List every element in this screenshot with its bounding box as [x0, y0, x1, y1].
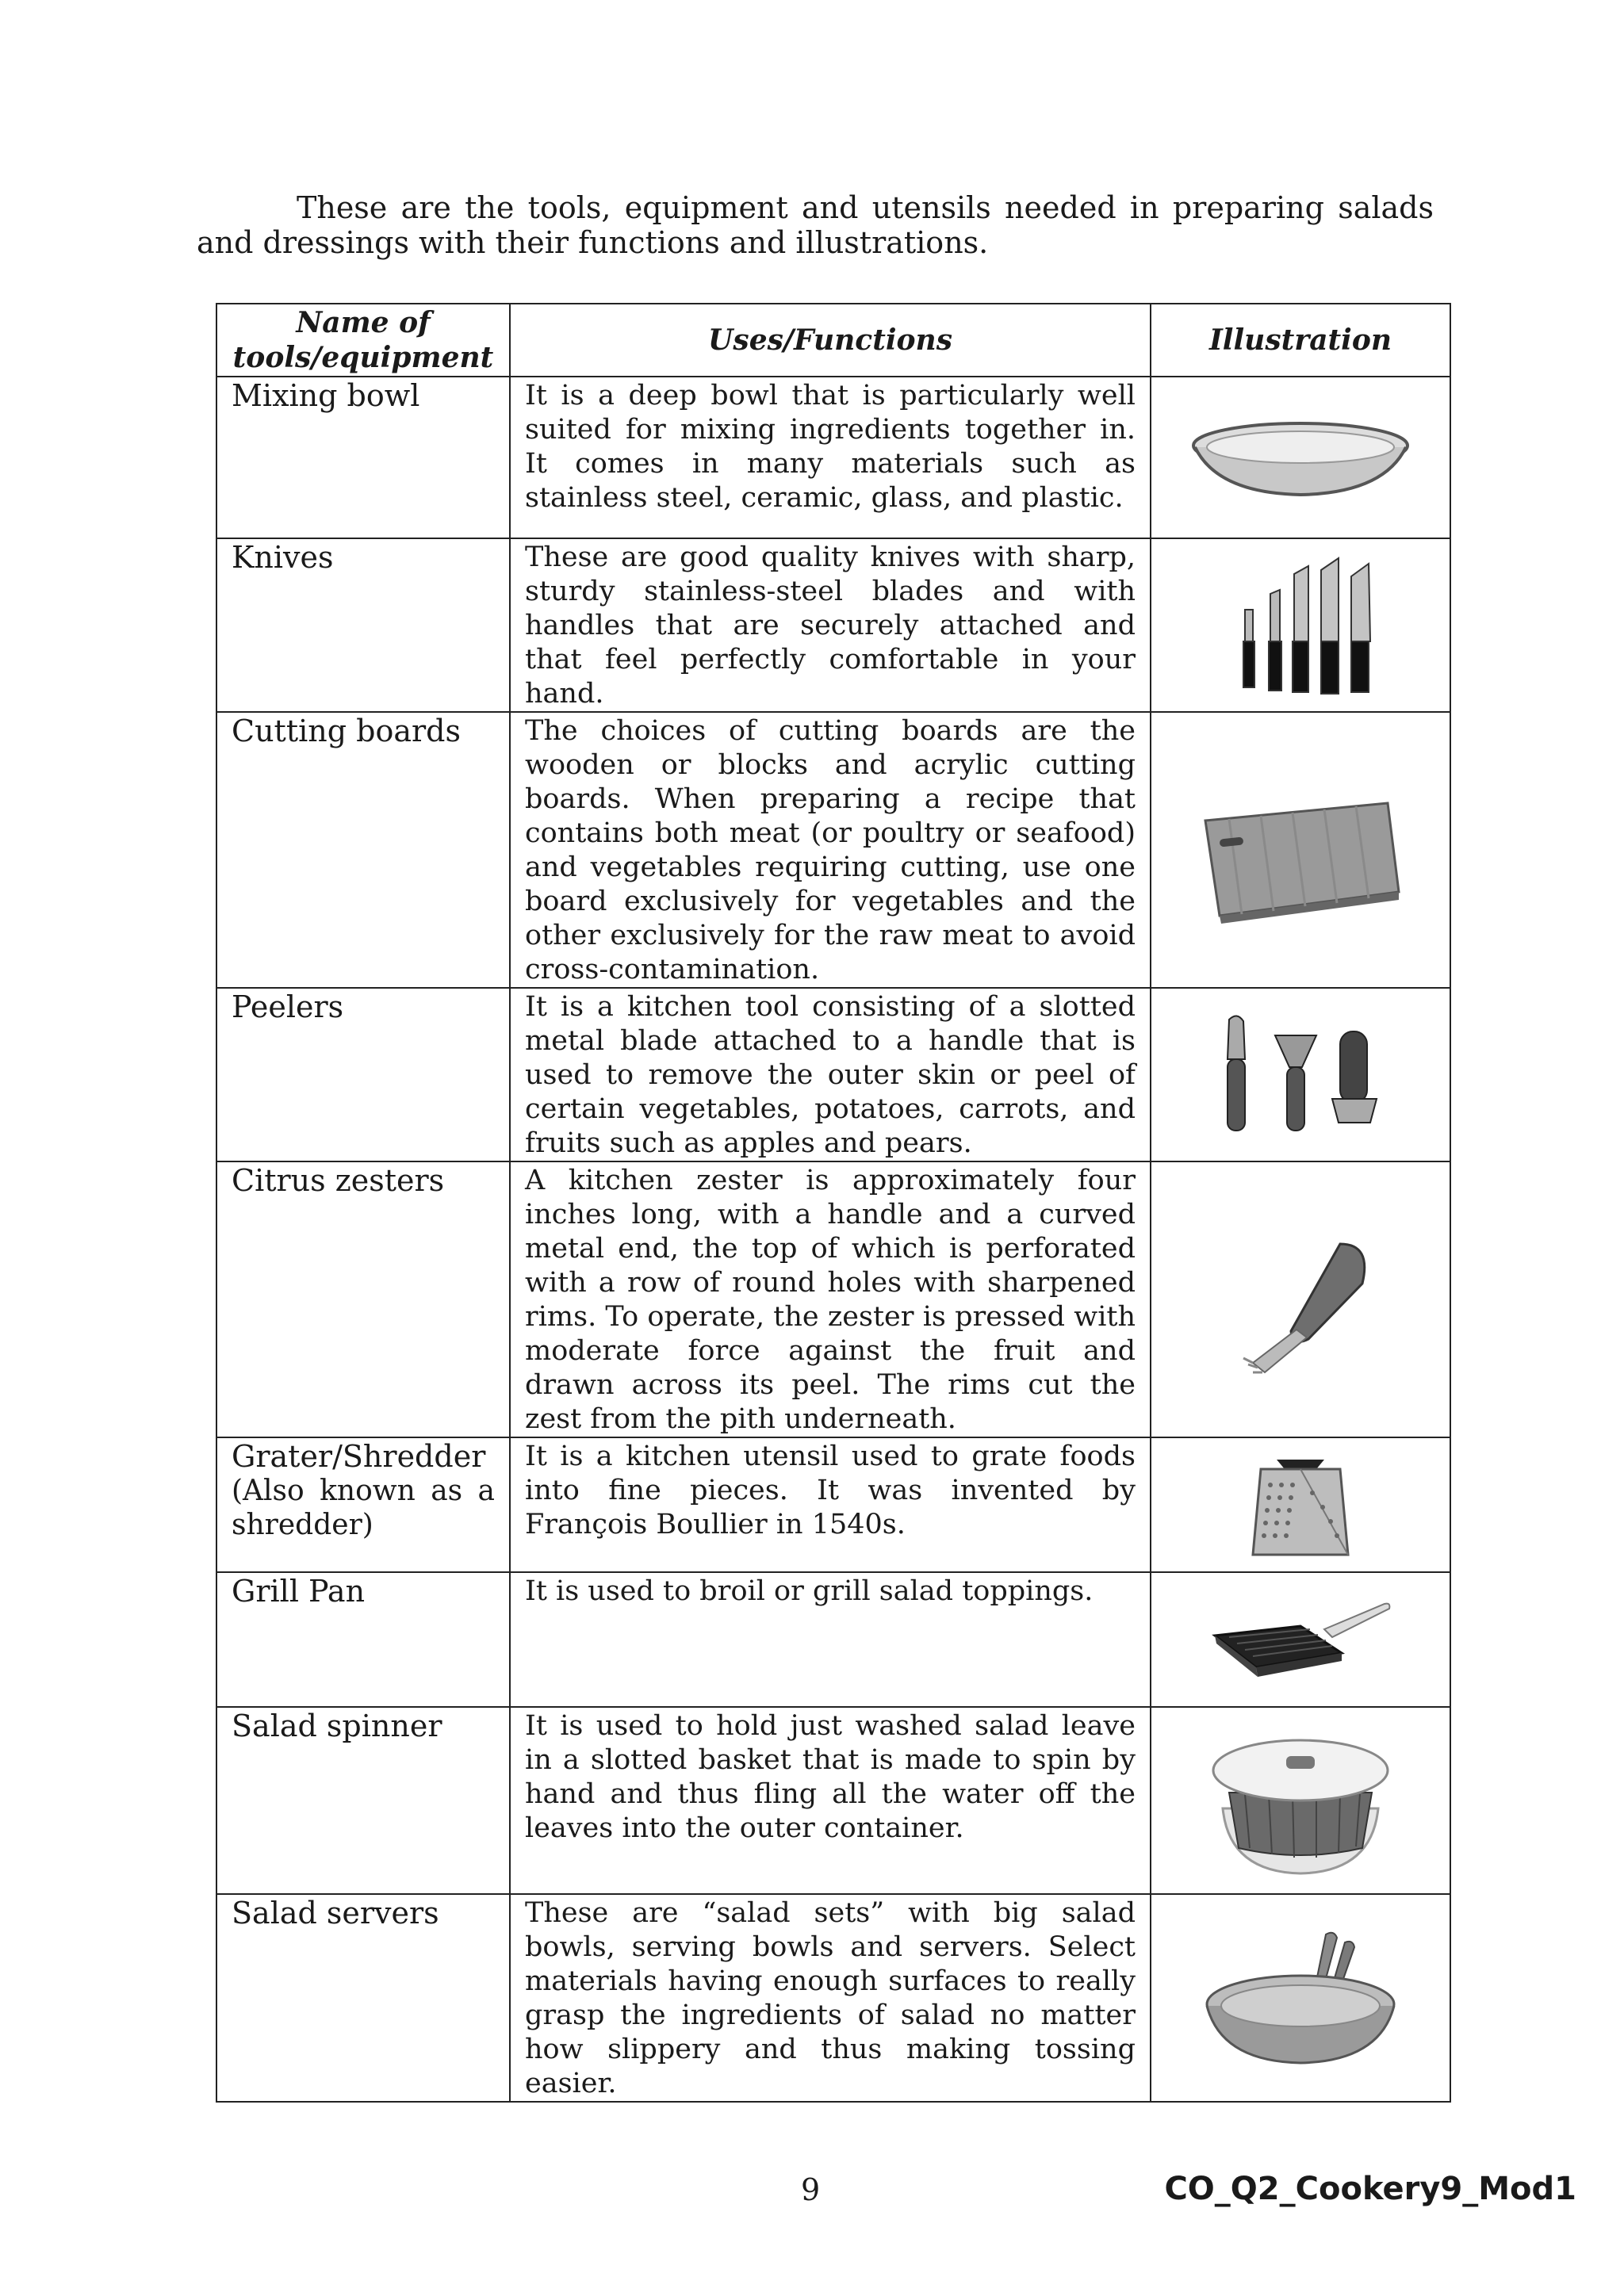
tool-use: These are “salad sets” with big salad bowls, serving bowls and servers. Select materials having enough surfaces to really grasp the ingredients of salad no matter how slippery and thus making tossing easier.	[510, 1894, 1151, 2102]
table-row	[216, 1707, 1450, 1894]
tool-name-note: (Also known as a shredder)	[232, 1475, 495, 1541]
table-row	[216, 1572, 1450, 1707]
tool-use: A kitchen zester is approximately four inches long, with a handle and a curved metal end, the top of which is perforated with a row of round holes with sharpened rims. To operate, the zester is pressed with moderate force against the fruit and drawn across its peel. The rims cut the zest from the pith underneath.	[510, 1161, 1151, 1437]
tool-name: Grill Pan	[216, 1572, 510, 1707]
header-name: Name of tools/equipment	[216, 304, 510, 377]
tool-name-cell	[216, 1437, 510, 1572]
tool-name: Grater/Shredder	[232, 1439, 486, 1474]
tool-use: These are good quality knives with sharp, sturdy stainless-steel blades and with handles that are securely attached and that feel perfectly comfortable in your hand.	[510, 538, 1151, 712]
salad-servers-icon	[1197, 1927, 1404, 2069]
table-row	[216, 988, 1450, 1161]
illustration-cell	[1151, 1572, 1450, 1707]
tool-name: Peelers	[216, 988, 510, 1161]
illustration-cell	[1151, 1707, 1450, 1894]
grill-pan-icon	[1205, 1588, 1396, 1691]
tool-use: It is a kitchen utensil used to grate foods into fine pieces. It was invented by François Boullier in 1540s.	[510, 1437, 1151, 1572]
mixing-bowl-icon	[1185, 414, 1415, 501]
page-number: 9	[801, 2172, 821, 2207]
tool-name: Mixing bowl	[216, 377, 510, 538]
tools-table	[216, 303, 1451, 2103]
table-row	[216, 1161, 1450, 1437]
table-row	[216, 377, 1450, 538]
tool-name: Cutting boards	[216, 712, 510, 988]
peelers-icon	[1205, 1012, 1396, 1138]
illustration-cell	[1151, 712, 1450, 988]
tool-name: Knives	[216, 538, 510, 712]
illustration-cell	[1151, 1437, 1450, 1572]
tool-use: It is a kitchen tool consisting of a slotted metal blade attached to a handle that is used to remove the outer skin or peel of certain vegetables, potatoes, carrots, and fruits such as apples and pears.	[510, 988, 1151, 1161]
tool-use: It is used to hold just washed salad leave in a slotted basket that is made to spin by hand and thus fling all the water off the leaves into the outer container.	[510, 1707, 1151, 1894]
tool-name: Salad spinner	[216, 1707, 510, 1894]
table-row	[216, 712, 1450, 988]
tool-use: It is a deep bowl that is particularly well suited for mixing ingredients together in. It comes in many materials such as stainless steel, ceramic, glass, and plastic.	[510, 377, 1151, 538]
table-header-row	[216, 304, 1450, 377]
illustration-cell	[1151, 538, 1450, 712]
table-row	[216, 1437, 1450, 1572]
table-row	[216, 538, 1450, 712]
header-uses: Uses/Functions	[510, 304, 1151, 377]
salad-spinner-icon	[1197, 1721, 1404, 1880]
tool-name: Salad servers	[216, 1894, 510, 2102]
module-code: CO_Q2_Cookery9_Mod1	[1164, 2171, 1576, 2207]
illustration-cell	[1151, 377, 1450, 538]
illustration-cell	[1151, 988, 1450, 1161]
tool-use: It is used to broil or grill salad toppings.	[510, 1572, 1151, 1707]
tool-use: The choices of cutting boards are the wooden or blocks and acrylic cutting boards. When preparing a recipe that contains both meat (or poultry or seafood) and vegetables requiring cutting, use one board exclusively for vegetables and the other exclusively for the raw meat to avoid cross-contamination.	[510, 712, 1151, 988]
grater-icon	[1221, 1445, 1380, 1564]
knives-icon	[1221, 554, 1380, 697]
cutting-board-icon	[1197, 797, 1404, 924]
tool-name: Citrus zesters	[216, 1161, 510, 1437]
illustration-cell	[1151, 1161, 1450, 1437]
intro-text: These are the tools, equipment and utensils needed in preparing salads and dressings with their functions and illustrations.	[197, 190, 1434, 260]
intro-paragraph	[197, 190, 1434, 260]
header-illustration: Illustration	[1151, 304, 1450, 377]
citrus-zester-icon	[1221, 1236, 1380, 1387]
illustration-cell	[1151, 1894, 1450, 2102]
table-row	[216, 1894, 1450, 2102]
